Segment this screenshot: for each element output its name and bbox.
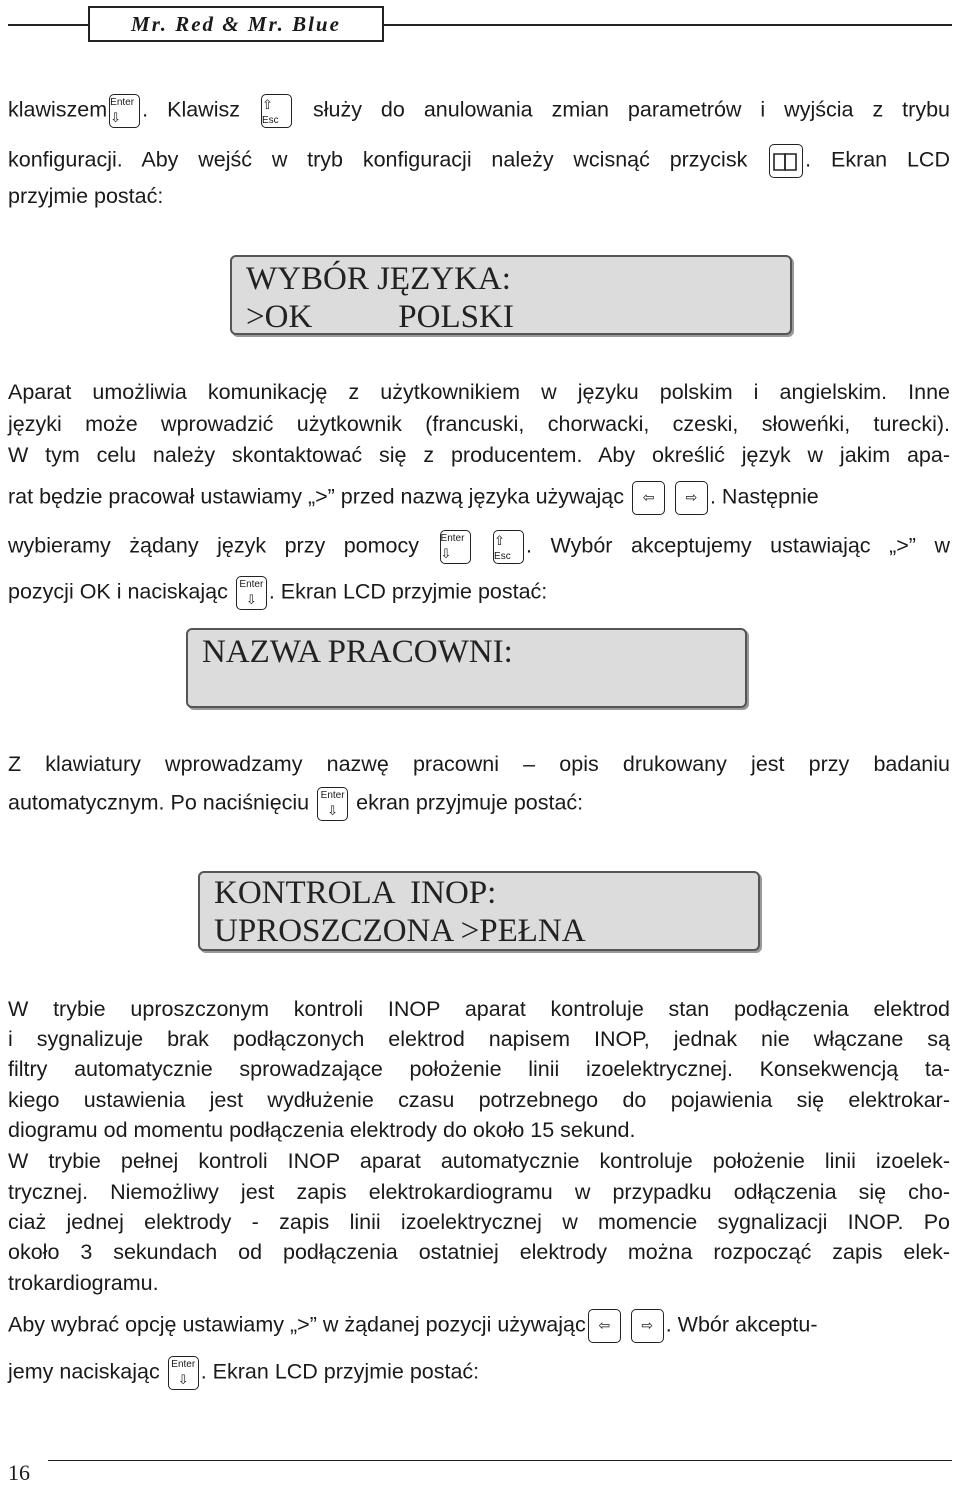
enter-key-icon	[168, 1356, 199, 1390]
p4-line-1: W trybie uproszczonym kontroli INOP aparat kontroluje stan podłączenia elektrod	[8, 997, 950, 1021]
text: klawiszem	[8, 97, 108, 122]
p2-line-6	[8, 576, 950, 610]
enter-key-icon	[109, 94, 140, 128]
footer-rule	[48, 1460, 952, 1461]
p2-line-2: języki może wprowadzić użytkownik (francuski, chorwacki, czeski, słoweńki, turecki).	[8, 412, 950, 436]
brand-title: Mr. Red & Mr. Blue	[88, 6, 384, 42]
arrow-right-icon: ⇨	[685, 489, 698, 505]
p1-line-3: przyjmie postać:	[8, 184, 164, 208]
text: . Ekran LCD przyjmie postać:	[200, 1359, 480, 1384]
arrow-down-icon: ⇩	[110, 110, 122, 125]
p4-line-10: trokardiogramu.	[8, 1271, 159, 1295]
key-label: Esc	[494, 551, 511, 562]
p4-line-4: kiego ustawienia jest wydłużenie czasu potrzebnego do pojawienia się elektrokar-	[8, 1088, 950, 1112]
text: . Klawisz	[142, 97, 240, 122]
lcd-row-2: UPROSZCZONA >PEŁNA	[214, 913, 586, 949]
left-arrow-key-icon	[632, 481, 665, 515]
p3-line-2	[8, 787, 950, 821]
arrow-up-icon: ⇧	[261, 97, 273, 112]
p4-line-9: około 3 sekundach od podłączenia ostatniej elektrody można rozpocząć zapis elek-	[8, 1240, 950, 1264]
key-label: Enter	[320, 790, 345, 801]
text: . Wybór akceptujemy ustawiając „>” w	[526, 533, 950, 558]
arrow-up-icon: ⇧	[494, 533, 505, 548]
lcd-display-inop	[198, 871, 760, 951]
book-key-icon	[769, 144, 803, 178]
key-label: Enter	[440, 533, 465, 544]
esc-key-icon	[493, 530, 524, 564]
page-number: 16	[8, 1460, 30, 1485]
p2-line-1: Aparat umożliwia komunikację z użytkownikiem w języku polskim i angielskim. Inne	[8, 380, 950, 404]
arrow-down-icon: ⇩	[327, 803, 339, 818]
key-label: Enter	[239, 579, 264, 590]
lcd-option-language: POLSKI	[398, 299, 514, 335]
esc-key-icon	[261, 94, 292, 128]
p4-line-7: trycznej. Niemożliwy jest zapis elektrokardiogramu w przypadku odłączenia się cho-	[8, 1180, 950, 1204]
p1-line-2	[8, 144, 950, 178]
text: wybieramy żądany język przy pomocy	[8, 533, 420, 558]
text: służy do anulowania zmian parametrów i wyjścia z trybu	[312, 97, 950, 122]
right-arrow-key-icon	[631, 1309, 664, 1343]
text: Aby wybrać opcję ustawiamy „>” w żądanej pozycji używając	[8, 1312, 586, 1337]
right-arrow-key-icon	[675, 481, 708, 515]
text: . Następnie	[709, 484, 819, 509]
arrow-down-icon: ⇩	[245, 592, 257, 607]
enter-key-icon	[440, 530, 471, 564]
p2-line-3: W tym celu należy skontaktować się z producentem. Aby określić język w jakim apa-	[8, 443, 950, 467]
book-icon	[770, 146, 800, 176]
text: jemy naciskając	[8, 1359, 160, 1384]
p4-line-5: diogramu od momentu podłączenia elektrody do około 15 sekund.	[8, 1118, 636, 1142]
arrow-down-icon: ⇩	[440, 546, 452, 561]
text: pozycji OK i naciskając	[8, 579, 228, 604]
enter-key-icon	[236, 576, 267, 610]
lcd-row-1: WYBÓR JĘZYKA:	[246, 261, 511, 297]
text: ekran przyjmuje postać:	[356, 790, 584, 815]
text: . Wbór akceptu-	[665, 1312, 818, 1337]
lcd-cursor: >	[246, 299, 265, 335]
arrow-down-icon: ⇩	[177, 1372, 189, 1387]
text: konfiguracji. Aby wejść w tryb konfiguracji należy wcisnąć przycisk	[8, 147, 748, 172]
p2-line-4	[8, 481, 950, 515]
p5-line-1	[8, 1309, 950, 1343]
lcd-row-2	[246, 299, 514, 336]
p4-line-8: ciaż jednej elektrody - zapis linii izoelektrycznej w momencie sygnalizacji INOP. Po	[8, 1210, 950, 1234]
lcd-row-1: NAZWA PRACOWNI:	[202, 634, 513, 670]
p4-line-2: i sygnalizuje brak podłączonych elektrod napisem INOP, jednak nie włączane są	[8, 1027, 950, 1051]
enter-key-icon	[317, 787, 348, 821]
left-arrow-key-icon	[588, 1309, 621, 1343]
key-label: Enter	[171, 1359, 196, 1370]
p4-line-3: filtry automatycznie sprowadzające położenie linii izoelektrycznej. Konsekwencją ta-	[8, 1057, 950, 1081]
p3-line-1: Z klawiatury wprowadzamy nazwę pracowni – opis drukowany jest przy badaniu	[8, 752, 950, 776]
key-label: Enter	[110, 97, 135, 108]
arrow-left-icon: ⇦	[598, 1317, 611, 1333]
text: automatycznym. Po naciśnięciu	[8, 790, 310, 815]
arrow-left-icon: ⇦	[642, 489, 655, 505]
lcd-display-lab-name	[186, 628, 747, 708]
text: . Ekran LCD	[805, 147, 950, 172]
text: . Ekran LCD przyjmie postać:	[268, 579, 548, 604]
p1-line-1	[8, 94, 950, 128]
lcd-option-ok: OK	[264, 299, 313, 335]
arrow-right-icon: ⇨	[641, 1317, 654, 1333]
lcd-display-language	[230, 255, 792, 335]
p2-line-5	[8, 530, 950, 564]
lcd-row-1: KONTROLA INOP:	[214, 875, 497, 911]
key-label: Esc	[261, 115, 279, 126]
p5-line-2	[8, 1356, 950, 1390]
p4-line-6: W trybie pełnej kontroli INOP aparat automatycznie kontroluje położenie linii izoelek-	[8, 1149, 950, 1173]
text: rat będzie pracował ustawiamy „>” przed nazwą języka używając	[8, 484, 625, 509]
